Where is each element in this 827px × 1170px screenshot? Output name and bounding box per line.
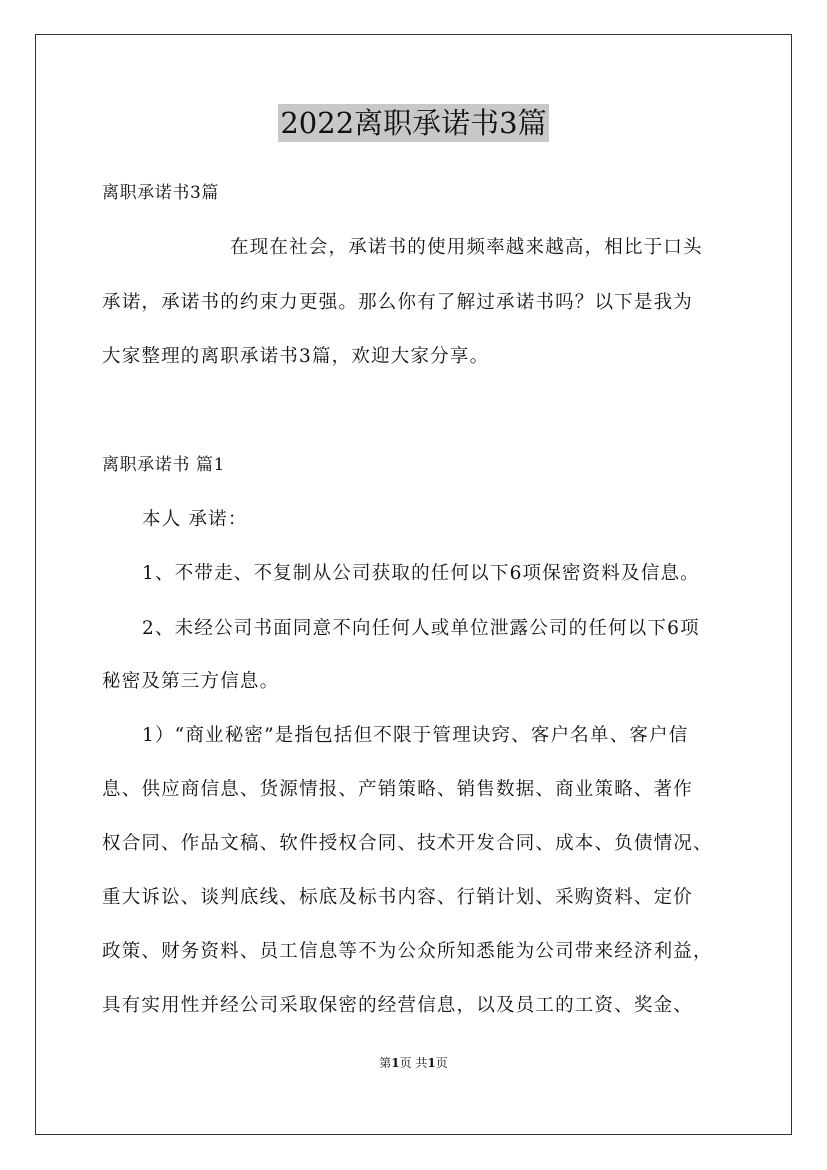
document-subtitle: 离职承诺书3篇 <box>102 183 220 203</box>
body-line: 1、不带走、不复制从公司获取的任何以下6项保密资料及信息。 <box>142 563 700 584</box>
body-line: 本人 承诺： <box>142 509 248 530</box>
document-title <box>0 104 827 144</box>
document-title-text: 2022离职承诺书3篇 <box>280 106 547 140</box>
page-footer: 第1页 共1页 <box>379 1056 448 1070</box>
body-line: 政策、财务资料、员工信息等不为公众所知悉能为公司带来经济利益， <box>102 941 713 962</box>
body-line: 重大诉讼、谈判底线、标底及标书内容、行销计划、采购资料、定价 <box>102 887 694 908</box>
intro-line-2: 承诺，承诺书的约束力更强。那么你有了解过承诺书吗？以下是我为 <box>102 292 694 313</box>
current-page-number: 1 <box>391 1056 400 1070</box>
body-line: 秘密及第三方信息。 <box>102 671 280 692</box>
body-line: 息、供应商信息、货源情报、产销策略、销售数据、商业策略、著作 <box>102 779 694 800</box>
section-heading: 离职承诺书 篇1 <box>102 455 226 475</box>
intro-line-1: 在现在社会，承诺书的使用频率越来越高，相比于口头 <box>230 237 703 258</box>
body-line: 2、未经公司书面同意不向任何人或单位泄露公司的任何以下6项 <box>142 618 700 639</box>
body-line: 1）“商业秘密”是指包括但不限于管理诀窍、客户名单、客户信 <box>142 725 689 746</box>
body-line: 具有实用性并经公司采取保密的经营信息，以及员工的工资、奖金、 <box>102 995 694 1016</box>
body-line: 权合同、作品文稿、软件授权合同、技术开发合同、成本、负债情况、 <box>102 833 713 854</box>
total-page-number: 1 <box>427 1056 436 1070</box>
intro-line-3: 大家整理的离职承诺书3篇，欢迎大家分享。 <box>102 346 490 367</box>
